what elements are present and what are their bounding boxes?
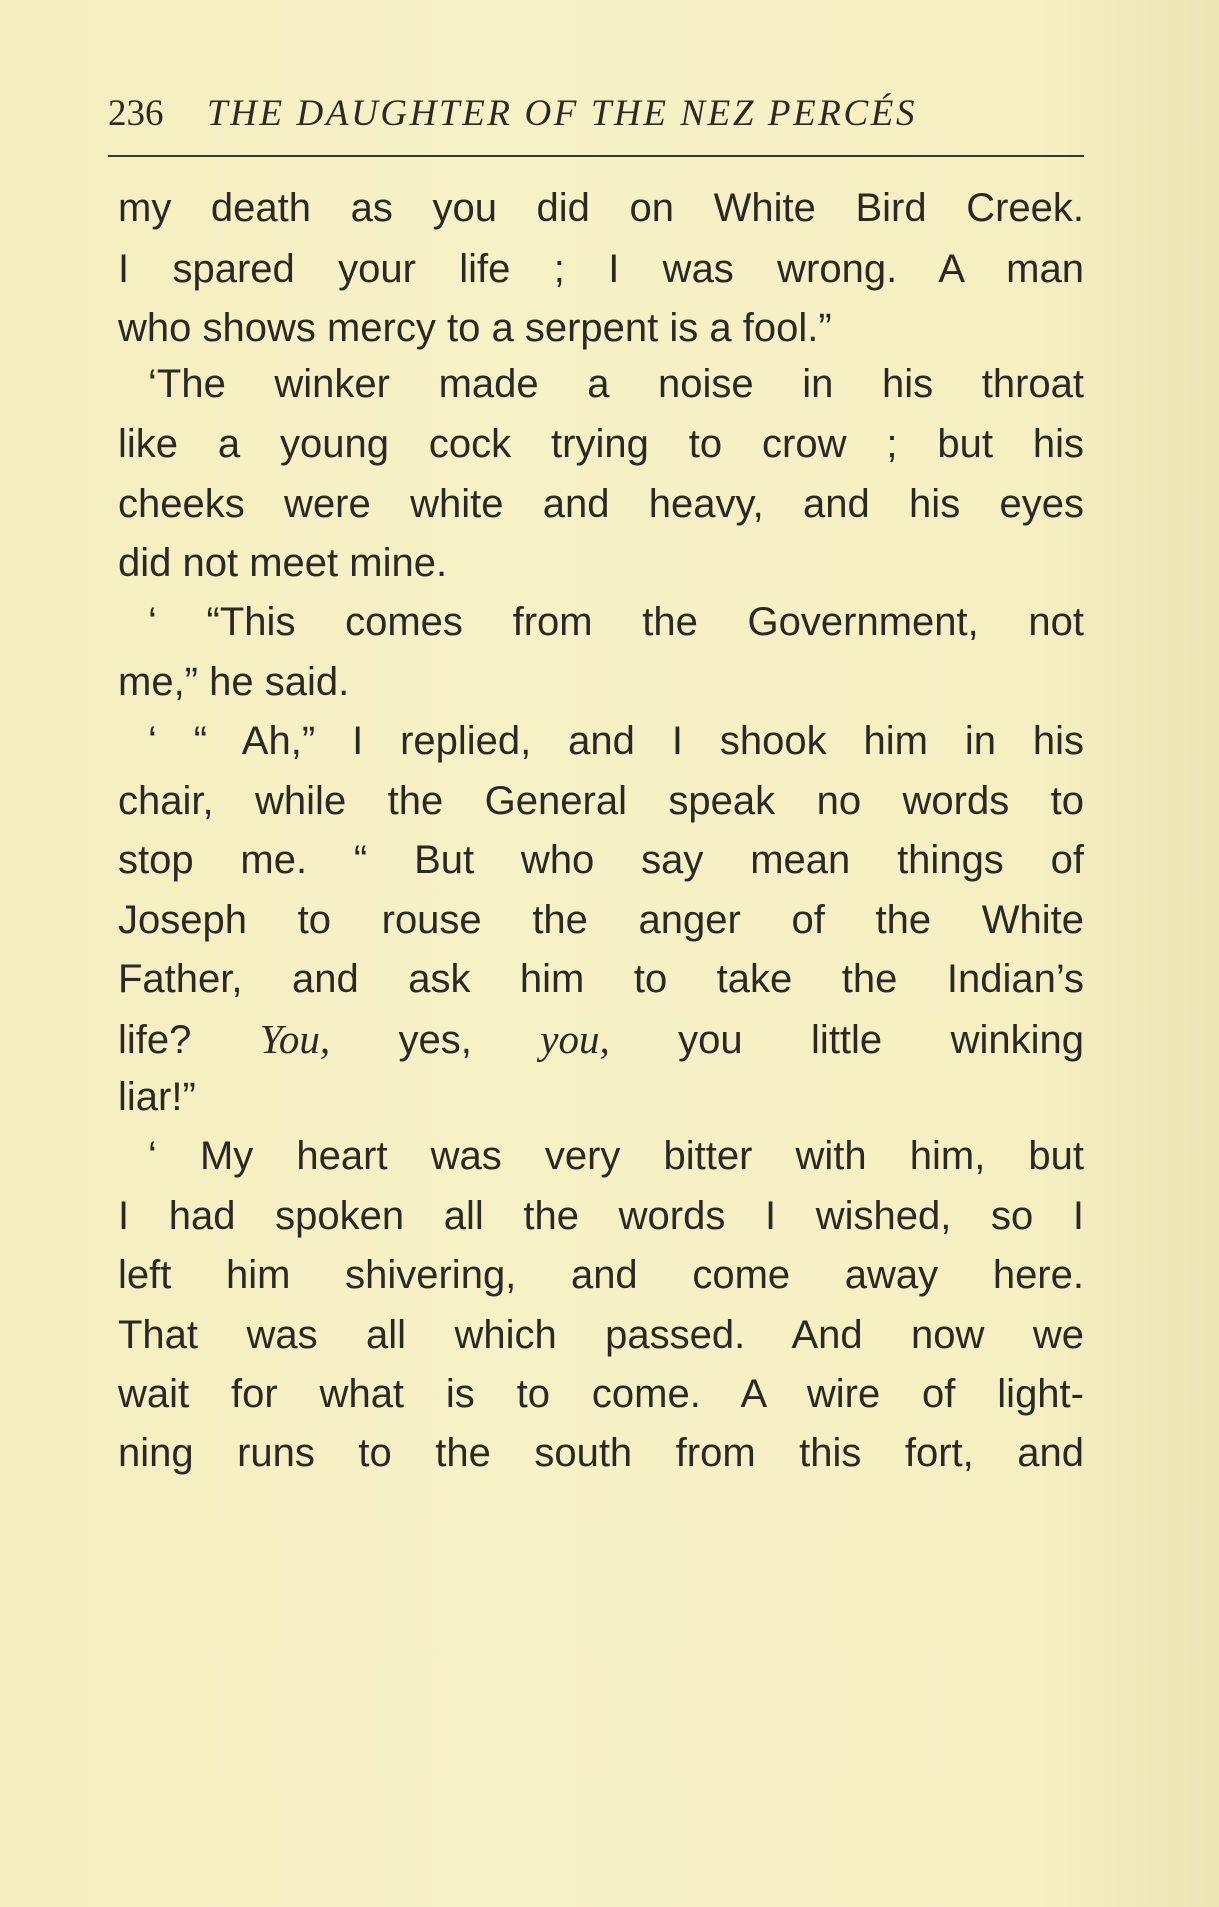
- text-line: Joseph to rouse the anger of the White: [118, 898, 1084, 942]
- text-line: I had spoken all the words I wished, so I: [118, 1194, 1084, 1238]
- text-line: liar!”: [118, 1075, 196, 1119]
- text-line: Father, and ask him to take the Indian’s: [118, 957, 1084, 1001]
- emphasis-you: You,: [259, 1016, 331, 1062]
- text-line: ‘ My heart was very bitter with him, but: [148, 1134, 1084, 1178]
- text-line: who shows mercy to a serpent is a fool.”: [118, 306, 832, 350]
- text-line: ‘ “This comes from the Government, not: [148, 600, 1084, 644]
- text-line: me,” he said.: [118, 660, 350, 704]
- text-line: did not meet mine.: [118, 541, 448, 585]
- text-line: cheeks were white and heavy, and his eyes: [118, 482, 1084, 526]
- text-line: like a young cock trying to crow ; but his: [118, 422, 1084, 466]
- line-text: yes,: [330, 1018, 541, 1062]
- text-line: left him shivering, and come away here.: [118, 1253, 1084, 1297]
- text-line: That was all which passed. And now we: [118, 1313, 1084, 1357]
- text-line: stop me. “ But who say mean things of: [118, 838, 1084, 882]
- text-line: chair, while the General speak no words to: [118, 779, 1084, 823]
- text-line: I spared your life ; I was wrong. A man: [118, 247, 1084, 291]
- text-line: ‘The winker made a noise in his throat: [148, 362, 1084, 406]
- page-number: 236: [108, 93, 164, 134]
- text-line: my death as you did on White Bird Creek.: [118, 186, 1084, 230]
- line-text: you little winking: [609, 1018, 1084, 1062]
- running-header: [108, 92, 1084, 144]
- emphasis-you: you,: [540, 1016, 610, 1062]
- text-line: [118, 1014, 1084, 1064]
- header-rule: [108, 155, 1084, 157]
- line-text: life?: [118, 1018, 260, 1062]
- text-line: ning runs to the south from this fort, and: [118, 1431, 1084, 1475]
- running-title: THE DAUGHTER OF THE NEZ PERCÉS: [207, 93, 918, 134]
- text-line: ‘ “ Ah,” I replied, and I shook him in his: [148, 719, 1084, 763]
- text-line: wait for what is to come. A wire of light-: [118, 1372, 1084, 1416]
